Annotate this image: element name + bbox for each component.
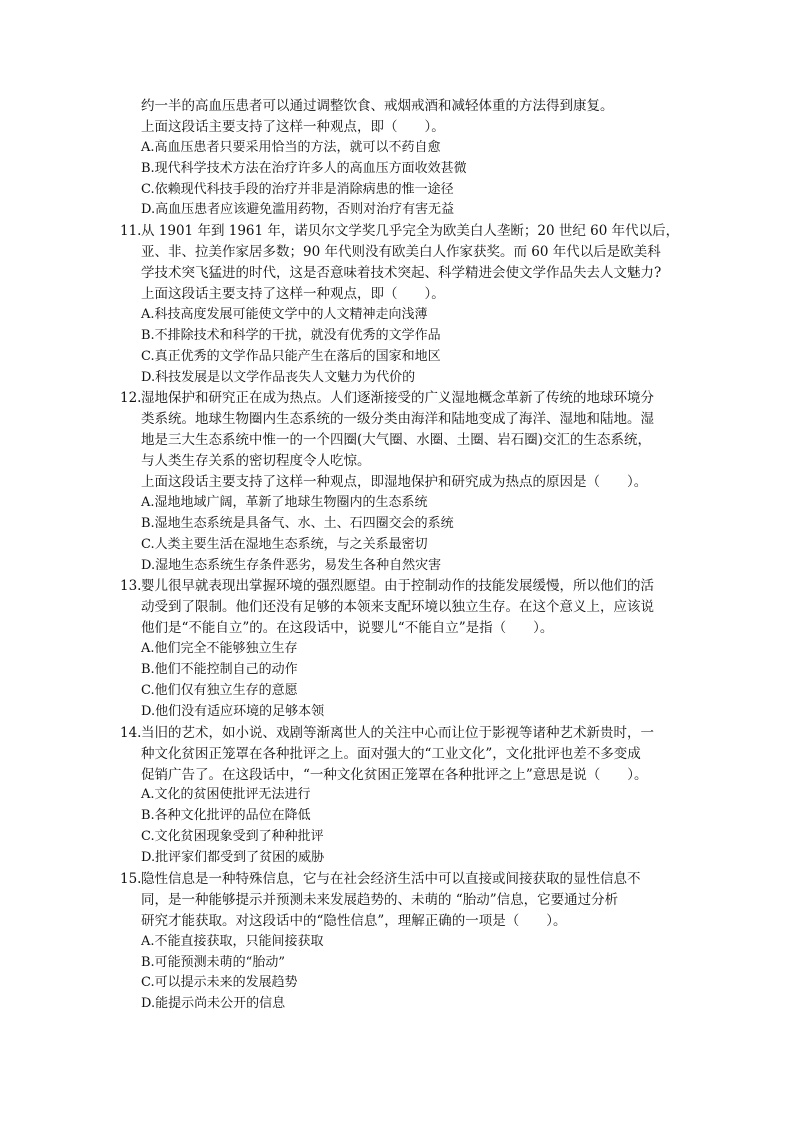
question-list — [120, 96, 680, 1015]
option-b: B.各种文化批评的品位在降低 — [141, 808, 311, 824]
option-c: C.他们仅有独立生存的意愿 — [141, 682, 298, 698]
question-12 — [120, 388, 680, 576]
passage-line: 亚、非、拉美作家居多数；90 年代则没有欧美白人作家获奖。而 60 年代以后是欧美科 — [141, 244, 661, 261]
question-number: 13. — [120, 578, 142, 595]
question-14 — [120, 723, 680, 869]
question-prompt: 他们是“不能自立”的。在这段话中，说婴儿“不能自立”是指（ ）。 — [141, 620, 554, 637]
passage-line: 与人类生存关系的密切程度令人吃惊。 — [141, 453, 371, 470]
option-d: D.批评家们都受到了贫困的威胁 — [141, 850, 325, 866]
option-b: B.湿地生态系统是具备气、水、土、石四圈交会的系统 — [141, 515, 454, 531]
option-c: C.真正优秀的文学作品只能产生在落后的国家和地区 — [141, 348, 441, 364]
option-c: C.依赖现代科技手段的治疗并非是消除病患的惟一途径 — [141, 181, 454, 197]
option-c: C.人类主要生活在湿地生态系统，与之关系最密切 — [141, 536, 428, 552]
question-13 — [120, 576, 680, 722]
option-a: A.湿地地域广阔，革新了地球生物圈内的生态系统 — [141, 494, 428, 510]
option-d: D.湿地生态系统生存条件恶劣，易发生各种自然灾害 — [141, 557, 442, 573]
question-prompt: 促销广告了。在这段话中，“一种文化贫困正笼罩在各种批评之上”意思是说（ ）。 — [141, 766, 648, 783]
option-a: A.他们完全不能够独立生存 — [141, 641, 298, 657]
passage-line: 学技术突飞猛进的时代，这是否意味着技术突起、科学精进会使文学作品失去人文魅力? — [141, 265, 662, 282]
option-c: C.文化贫困现象受到了种种批评 — [141, 829, 324, 845]
option-b: B.他们不能控制自己的动作 — [141, 662, 298, 678]
option-d: D.高血压患者应该避免滥用药物，否则对治疗有害无益 — [141, 202, 455, 218]
passage-line: 约一半的高血压患者可以通过调整饮食、戒烟戒酒和减轻体重的方法得到康复。 — [141, 98, 614, 114]
passage-line: 动受到了限制。他们还没有足够的本领来支配环境以独立生存。在这个意义上，应该说 — [141, 599, 654, 616]
question-10-continuation — [120, 96, 680, 221]
question-number: 15. — [120, 870, 142, 887]
question-11 — [120, 221, 680, 388]
question-prompt: 上面这段话主要支持了这样一种观点，即（ ）。 — [141, 286, 445, 303]
option-d: D.他们没有适应环境的足够本领 — [141, 703, 325, 719]
passage-line: 地是三大生态系统中惟一的一个四圈(大气圈、水圈、土圈、岩石圈)交汇的生态系统， — [141, 432, 652, 449]
question-prompt: 上面这段话主要支持了这样一种观点，即（ ）。 — [141, 118, 445, 135]
option-a: A.科技高度发展可能使文学中的人文精神走向浅薄 — [141, 306, 428, 322]
passage-line: 类系统。地球生物圈内生态系统的一级分类由海洋和陆地变成了海洋、湿地和陆地。湿 — [141, 411, 654, 428]
question-15 — [120, 869, 680, 1015]
passage-line: 湿地保护和研究正在成为热点。人们逐渐接受的广义湿地概念革新了传统的地球环境分 — [141, 390, 654, 407]
passage-line: 婴儿很早就表现出掌握环境的强烈愿望。由于控制动作的技能发展缓慢，所以他们的活 — [141, 578, 654, 595]
question-number: 14. — [120, 724, 142, 741]
question-number: 12. — [120, 390, 142, 407]
option-d: D.能提示尚未公开的信息 — [141, 996, 286, 1012]
option-b: B.可能预测未萌的“胎动” — [141, 954, 285, 970]
option-b: B.不排除技术和科学的干扰，就没有优秀的文学作品 — [141, 327, 441, 343]
option-a: A.高血压患者只要采用恰当的方法，就可以不药自愈 — [141, 139, 441, 155]
option-d: D.科技发展是以文学作品丧失人文魅力为代价的 — [141, 369, 416, 385]
passage-line: 当旧的艺术，如小说、戏剧等渐离世人的关注中心而让位于影视等诸种艺术新贵时，一 — [141, 724, 654, 741]
question-prompt: 研究才能获取。对这段话中的“隐性信息”，理解正确的一项是（ ）。 — [141, 912, 567, 929]
option-a: A.不能直接获取，只能间接获取 — [141, 933, 324, 949]
option-a: A.文化的贫困使批评无法进行 — [141, 787, 311, 803]
question-number: 11. — [120, 223, 142, 240]
question-prompt: 上面这段话主要支持了这样一种观点，即湿地保护和研究成为热点的原因是（ ）。 — [141, 474, 648, 491]
passage-line: 种文化贫困正笼罩在各种批评之上。面对强大的“工业文化”，文化批评也差不多变成 — [141, 745, 641, 762]
option-c: C.可以提示未来的发展趋势 — [141, 975, 298, 991]
option-b: B.现代科学技术方法在治疗许多人的高血压方面收效甚微 — [141, 160, 467, 176]
passage-line: 从 1901 年到 1961 年，诺贝尔文学奖几乎完全为欧美白人垄断；20 世纪 60 年代以后， — [141, 223, 680, 240]
passage-line: 同，是一种能够提示并预测未来发展趋势的、未萌的 “胎动”信息，它要通过分析 — [141, 891, 619, 908]
passage-line: 隐性信息是一种特殊信息，它与在社会经济生活中可以直接或间接获取的显性信息不 — [141, 870, 641, 887]
